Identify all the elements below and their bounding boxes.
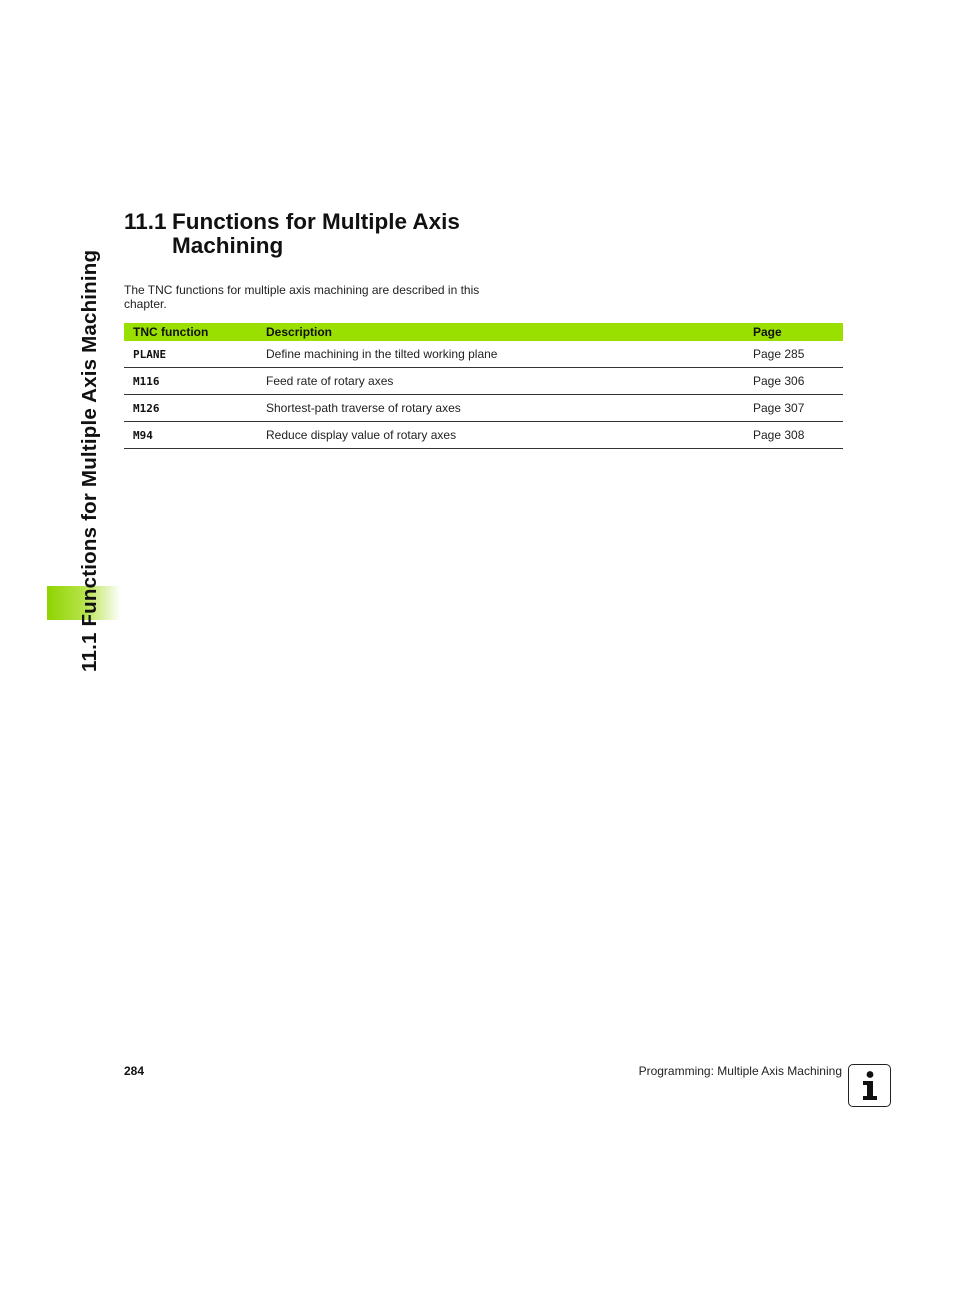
column-header-page: Page (753, 325, 782, 339)
column-header-description: Description (266, 325, 333, 339)
column-header-function: TNC function (133, 325, 209, 339)
function-description: Shortest-path traverse of rotary axes (266, 395, 753, 422)
section-number: 11.1 (124, 209, 167, 234)
function-code: M94 (124, 422, 266, 449)
table-row (124, 395, 843, 422)
table-row (124, 368, 843, 395)
function-code: M126 (124, 395, 266, 422)
functions-table (124, 323, 843, 449)
table-header-row (124, 323, 843, 341)
page-reference[interactable]: Page 285 (753, 341, 843, 368)
intro-paragraph: The TNC functions for multiple axis machining are described in this chapter. (124, 283, 480, 311)
function-description: Define machining in the tilted working plane (266, 341, 753, 368)
info-icon (848, 1064, 891, 1107)
function-description: Reduce display value of rotary axes (266, 422, 753, 449)
page-number: 284 (124, 1064, 145, 1078)
function-description: Feed rate of rotary axes (266, 368, 753, 395)
function-code: PLANE (124, 341, 266, 368)
footer-title: Programming: Multiple Axis Machining (638, 1064, 842, 1078)
table-row (124, 422, 843, 449)
function-code: M116 (124, 368, 266, 395)
section-title-line1: Functions for Multiple Axis (172, 209, 460, 234)
table-row (124, 341, 843, 368)
page-reference[interactable]: Page 308 (753, 422, 843, 449)
page-reference[interactable]: Page 307 (753, 395, 843, 422)
section-heading (124, 210, 460, 258)
chapter-side-title: 11.1 Functions for Multiple Axis Machining (78, 249, 101, 672)
section-title-line2: Machining (172, 233, 284, 258)
page-reference[interactable]: Page 306 (753, 368, 843, 395)
